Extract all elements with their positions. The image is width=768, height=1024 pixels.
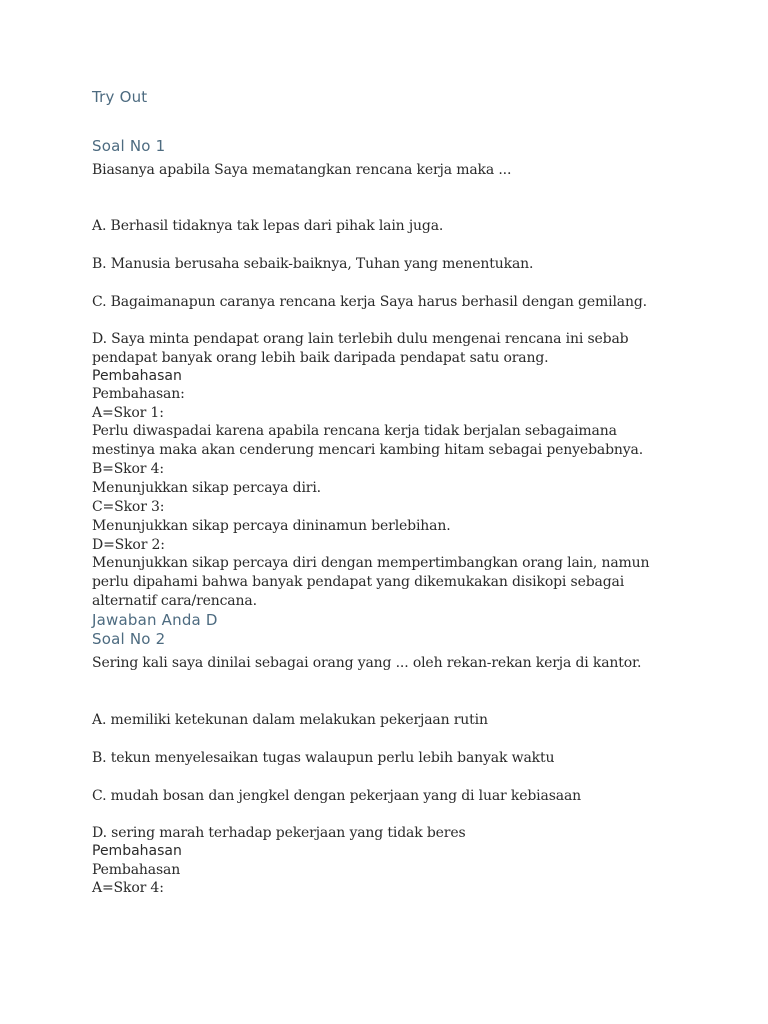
question-1-option-c: C. Bagaimanapun caranya rencana kerja Saya harus berhasil dengan gemilang. xyxy=(92,294,647,310)
question-1-a-score: A=Skor 1: xyxy=(92,405,164,421)
question-1-d-explanation-line-2: perlu dipahami bahwa banyak pendapat yang dikemukakan disikopi sebagai xyxy=(92,574,625,590)
question-2-option-a: A. memiliki ketekunan dalam melakukan pekerjaan rutin xyxy=(92,712,488,728)
question-2-a-score: A=Skor 4: xyxy=(92,880,164,896)
question-2-text: Sering kali saya dinilai sebagai orang yang ... oleh rekan-rekan kerja di kantor. xyxy=(92,655,642,671)
question-1-d-score: D=Skor 2: xyxy=(92,537,165,553)
question-1-b-score: B=Skor 4: xyxy=(92,461,164,477)
question-1-answer: Jawaban Anda D xyxy=(92,611,218,629)
question-1-text: Biasanya apabila Saya mematangkan rencana kerja maka ... xyxy=(92,162,512,178)
question-1-option-a: A. Berhasil tidaknya tak lepas dari pihak lain juga. xyxy=(92,218,444,234)
question-1-option-d-line-1: D. Saya minta pendapat orang lain terlebih dulu mengenai rencana ini sebab xyxy=(92,331,629,347)
question-2-pembahasan-label: Pembahasan xyxy=(92,862,181,878)
question-2-pembahasan-heading: Pembahasan xyxy=(92,843,182,859)
question-1-pembahasan-heading: Pembahasan xyxy=(92,368,182,384)
question-1-c-explanation: Menunjukkan sikap percaya dininamun berlebihan. xyxy=(92,518,451,534)
question-1-option-d-line-2: pendapat banyak orang lebih baik daripada pendapat satu orang. xyxy=(92,350,549,366)
question-1-a-explanation-line-1: Perlu diwaspadai karena apabila rencana kerja tidak berjalan sebagaimana xyxy=(92,423,617,439)
question-1-label: Soal No 1 xyxy=(92,137,166,155)
question-2-label: Soal No 2 xyxy=(92,630,166,648)
question-2-option-c: C. mudah bosan dan jengkel dengan pekerjaan yang di luar kebiasaan xyxy=(92,788,582,804)
question-1-c-score: C=Skor 3: xyxy=(92,499,165,515)
question-1-d-explanation-line-1: Menunjukkan sikap percaya diri dengan mempertimbangkan orang lain, namun xyxy=(92,555,650,571)
question-1-option-b: B. Manusia berusaha sebaik-baiknya, Tuhan yang menentukan. xyxy=(92,256,534,272)
question-1-a-explanation-line-2: mestinya maka akan cenderung mencari kambing hitam sebagai penyebabnya. xyxy=(92,442,644,458)
question-1-pembahasan-label: Pembahasan: xyxy=(92,386,185,402)
page-title: Try Out xyxy=(92,88,148,106)
question-1-b-explanation: Menunjukkan sikap percaya diri. xyxy=(92,480,321,496)
question-1-d-explanation-line-3: alternatif cara/rencana. xyxy=(92,593,257,609)
question-2-option-d: D. sering marah terhadap pekerjaan yang tidak beres xyxy=(92,825,466,841)
question-2-option-b: B. tekun menyelesaikan tugas walaupun perlu lebih banyak waktu xyxy=(92,750,555,766)
